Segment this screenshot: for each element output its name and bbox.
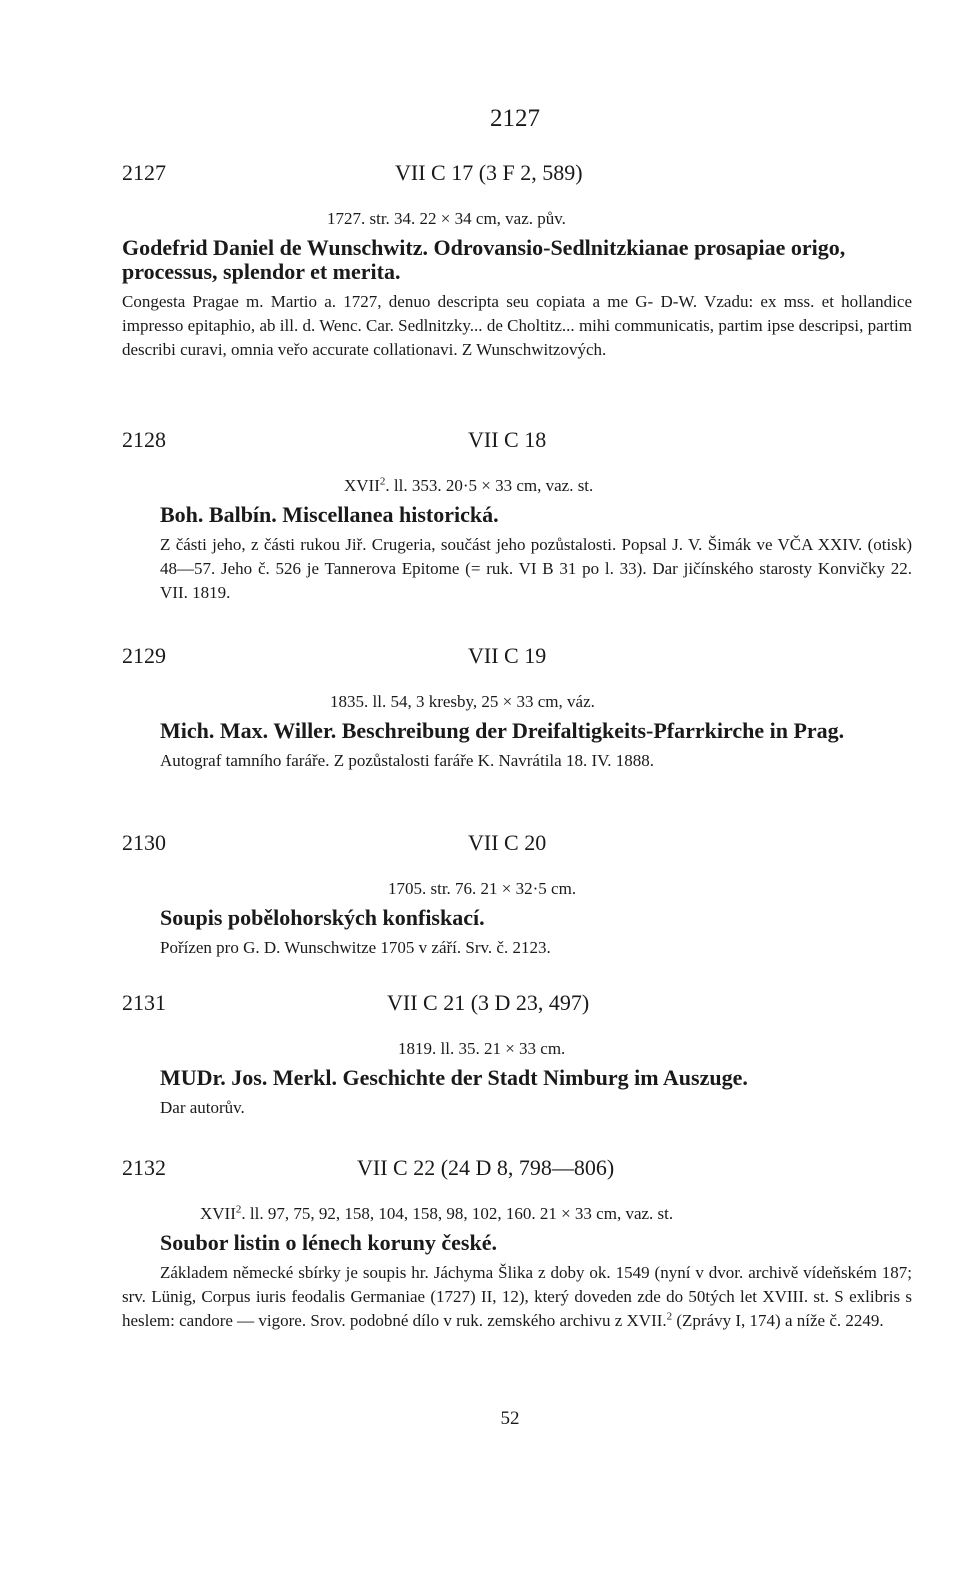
catalog-entry-2128 bbox=[122, 427, 912, 605]
entry-physical-description bbox=[122, 475, 912, 497]
entry-physical-description bbox=[122, 1203, 912, 1225]
entry-signature: VII C 21 (3 D 23, 497) bbox=[387, 990, 590, 1015]
entry-title: Mich. Max. Willer. Beschreibung der Dreifaltigkeits-Pfarrkirche in Prag. bbox=[160, 718, 845, 743]
entry-physical-rest: . ll. 97, 75, 92, 158, 104, 158, 98, 102, 160. 21 × 33 cm, vaz. st. bbox=[241, 1204, 674, 1223]
entry-physical-superscript: 2 bbox=[235, 1203, 242, 1216]
entry-signature: VII C 19 bbox=[468, 643, 547, 668]
entry-number: 2128 bbox=[122, 427, 166, 452]
entry-note: Pořízen pro G. D. Wunschwitze 1705 v září. Srv. č. 2123. bbox=[160, 938, 551, 957]
entry-number: 2130 bbox=[122, 830, 166, 855]
page-header bbox=[0, 105, 960, 133]
entry-physical-description: 1705. str. 76. 21 × 32·5 cm. bbox=[388, 879, 577, 898]
entry-title: Soupis pobělohorských konfiskací. bbox=[160, 905, 485, 930]
entry-title: Boh. Balbín. Miscellanea historická. bbox=[160, 502, 499, 527]
entry-number: 2129 bbox=[122, 643, 166, 668]
entry-note bbox=[122, 1261, 912, 1333]
catalog-entry-2131 bbox=[122, 990, 912, 1120]
entry-title: MUDr. Jos. Merkl. Geschichte der Stadt Nimburg im Auszuge. bbox=[160, 1065, 748, 1090]
entry-signature: VII C 17 (3 F 2, 589) bbox=[395, 160, 583, 185]
entry-physical-rest: . ll. 353. 20·5 × 33 cm, vaz. st. bbox=[385, 476, 594, 495]
entry-note-text: Základem německé sbírky je soupis hr. Jáchyma Šlika z doby ok. 1549 (nyní v dvor. archivě vídeňském 187; srv. Lünig, Corpus iuris feodalis Germaniae (1727) II, 12), který doveden zde do 50tých let XVIII. st. S exlibris s heslem: candore — vigore. Srov. podobné dílo v ruk. zemského archivu z XVII. bbox=[122, 1263, 912, 1330]
entry-physical-century: XVII bbox=[200, 1204, 236, 1223]
entry-title: Soubor listin o lénech koruny české. bbox=[160, 1230, 497, 1255]
entry-note-superscript: 2 bbox=[666, 1310, 673, 1323]
entry-physical-description: 1819. ll. 35. 21 × 33 cm. bbox=[398, 1039, 566, 1058]
entry-physical-description: 1727. str. 34. 22 × 34 cm, vaz. pův. bbox=[327, 209, 566, 228]
catalog-entry-2132 bbox=[122, 1155, 912, 1333]
page-number: 52 bbox=[500, 1408, 520, 1429]
entry-physical-description: 1835. ll. 54, 3 kresby, 25 × 33 cm, váz. bbox=[330, 692, 595, 711]
entry-title: Godefrid Daniel de Wunschwitz. Odrovansio-Sedlnitzkianae prosapiae origo, processus, splendor et merita. bbox=[122, 235, 846, 284]
entry-signature: VII C 22 (24 D 8, 798—806) bbox=[357, 1155, 615, 1180]
entry-note: Z části jeho, z části rukou Jiř. Crugeria, součást jeho pozůstalosti. Popsal J. V. Šimák ve VČA XXIV. (otisk) 48—57. Jeho č. 526 je Tannerova Epitome (= ruk. VI B 31 po l. 33). Dar jičínského starosty Konvičky 22. VII. 1819. bbox=[160, 535, 912, 602]
catalog-entry-2127 bbox=[122, 160, 912, 362]
entry-signature: VII C 18 bbox=[468, 427, 547, 452]
entry-physical-superscript: 2 bbox=[379, 475, 386, 488]
entry-note: Dar autorův. bbox=[160, 1098, 245, 1117]
entry-note-text-end: (Zprávy I, 174) a níže č. 2249. bbox=[672, 1311, 884, 1330]
page-header-number: 2127 bbox=[490, 105, 540, 132]
entry-signature: VII C 20 bbox=[468, 830, 547, 855]
entry-number: 2127 bbox=[122, 160, 166, 185]
entry-note: Autograf tamního faráře. Z pozůstalosti faráře K. Navrátila 18. IV. 1888. bbox=[160, 751, 654, 770]
entry-physical-century: XVII bbox=[344, 476, 380, 495]
catalog-entry-2130 bbox=[122, 830, 912, 960]
catalog-entry-2129 bbox=[122, 643, 912, 773]
entry-note: Congesta Pragae m. Martio a. 1727, denuo descripta seu copiata a me G- D-W. Vzadu: ex mss. et hollandice impresso epitaphio, ab ill. d. Wenc. Car. Sedlnitzky... de Choltitz... mihi communicatis, partim ipse descripsi, partim describi curavi, omnia veřo accurate collationavi. Z Wunschwitzových. bbox=[122, 292, 912, 359]
entry-number: 2132 bbox=[122, 1155, 166, 1180]
entry-number: 2131 bbox=[122, 990, 166, 1015]
page-footer bbox=[0, 1408, 960, 1430]
